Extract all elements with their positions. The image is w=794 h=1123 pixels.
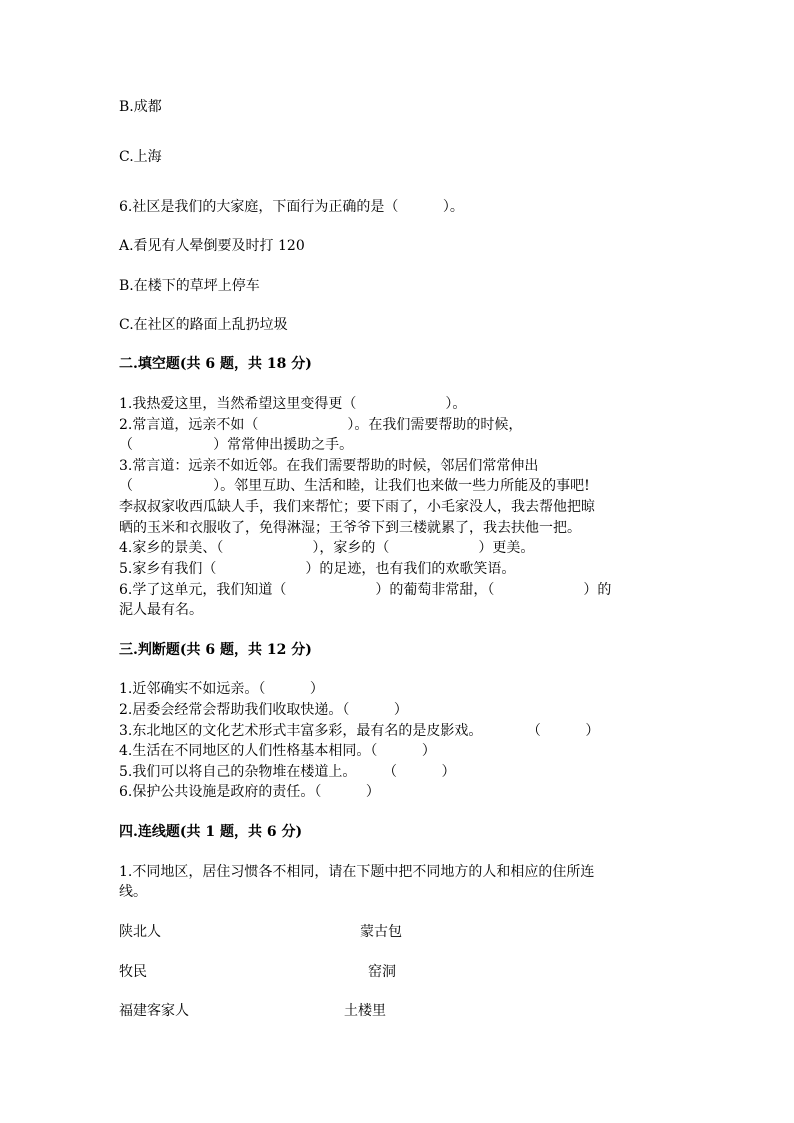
q6-stem: 6.社区是我们的大家庭，下面行为正确的是（ ）。 [119,199,464,215]
section2-line: 1.我热爱这里，当然希望这里变得更（ ）。 [119,396,467,412]
section2-line: 2.常言道，远亲不如（ ）。在我们需要帮助的时候， [119,417,523,433]
section3-line: 6.保护公共设施是政府的责任。（ ） [119,784,380,800]
section2-line: （ ）常常伸出援助之手。 [119,437,354,453]
section2-line: （ ）。邻里互助、生活和睦，让我们也来做一些力所能及的事吧! [119,478,590,494]
section2-line: 李叔叔家收西瓜缺人手，我们来帮忙；要下雨了，小毛家没人，我去帮他把晾 [119,499,595,515]
section3-line: 2.居委会经常会帮助我们收取快递。（ ） [119,702,408,718]
section3-line: 4.生活在不同地区的人们性格基本相同。（ ） [119,743,436,759]
section4-stem: 线。 [119,884,147,900]
section3-line: 1.近邻确实不如远亲。（ ） [119,681,324,697]
section2-line: 4.家乡的景美、（ ），家乡的（ ）更美。 [119,540,535,556]
section3-heading: 三.判断题(共 6 题，共 12 分) [119,642,312,658]
match-right-item: 蒙古包 [360,924,402,940]
section2-line: 6.学了这单元，我们知道（ ）的葡萄非常甜，（ ）的 [119,582,612,598]
section2-line: 3.常言道：远亲不如近邻。在我们需要帮助的时候，邻居们常常伸出 [119,458,539,474]
match-left-item: 牧民 [119,964,147,980]
match-right-item: 窑洞 [368,964,396,980]
section3-line: 5.我们可以将自己的杂物堆在楼道上。 （ ） [119,764,456,780]
section4-stem: 1.不同地区，居住习惯各不相同，请在下题中把不同地方的人和相应的住所连 [119,864,595,880]
section2-line: 晒的玉米和衣服收了，免得淋湿；王爷爷下到三楼就累了，我去扶他一把。 [119,520,581,536]
q6-option-a: A.看见有人晕倒要及时打 120 [119,238,305,254]
q5-option-b: B.成都 [119,99,162,115]
section4-heading: 四.连线题(共 1 题，共 6 分) [119,824,303,840]
section3-line: 3.东北地区的文化艺术形式丰富多彩，最有名的是皮影戏。 （ ） [119,723,600,739]
section2-heading: 二.填空题(共 6 题，共 18 分) [119,356,312,372]
match-left-item: 陕北人 [119,924,161,940]
match-left-item: 福建客家人 [119,1003,189,1019]
q5-option-c: C.上海 [119,149,162,165]
match-right-item: 土楼里 [344,1003,386,1019]
section2-line: 泥人最有名。 [119,602,203,618]
q6-option-b: B.在楼下的草坪上停车 [119,278,260,294]
q6-option-c: C.在社区的路面上乱扔垃圾 [119,317,288,333]
section2-line: 5.家乡有我们（ ）的足迹，也有我们的欢歌笑语。 [119,561,516,577]
